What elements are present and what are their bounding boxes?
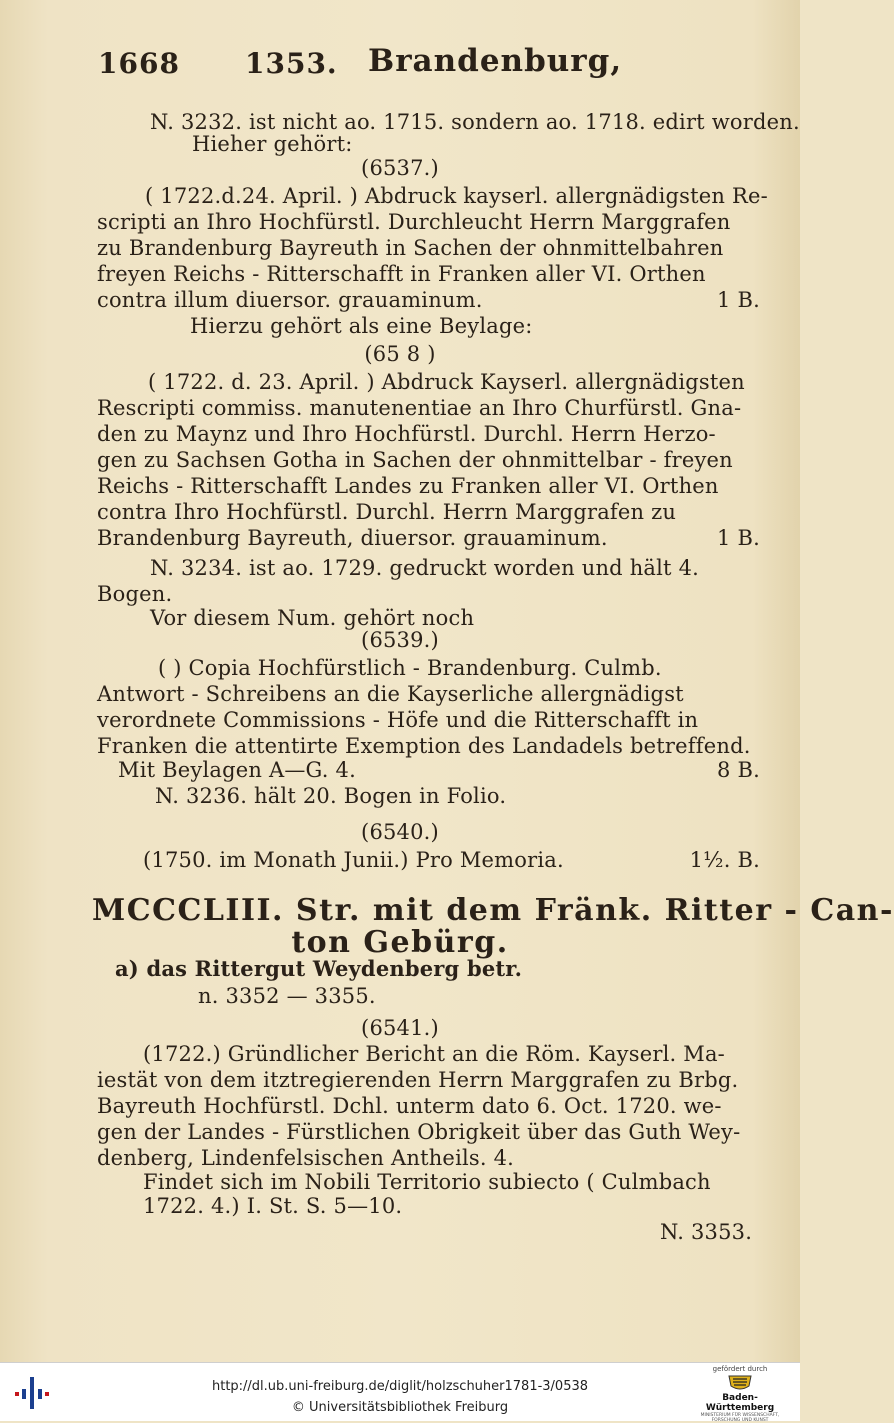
text-line: verordnete Commissions - Höfe und die Ritterschafft in <box>97 708 699 732</box>
sheet-count: 1 B. <box>717 526 760 550</box>
copyright-notice: © Universitätsbibliothek Freiburg <box>291 1400 509 1415</box>
sponsor-name: Baden-Württemberg <box>705 1393 775 1413</box>
text-line: (1750. im Monath Junii.) Pro Memoria. <box>143 848 564 872</box>
permalink-url[interactable]: http://dl.ub.uni-freiburg.de/diglit/holzschuher1781-3/0538 <box>211 1379 589 1394</box>
text-line: ( ) Copia Hochfürstlich - Brandenburg. Culmb. <box>158 656 662 680</box>
text-line: Bayreuth Hochfürstl. Dchl. unterm dato 6. Oct. 1720. we- <box>97 1094 722 1118</box>
text-line: Hieher gehört: <box>192 132 353 156</box>
section-heading: ton Gebürg. <box>291 925 509 960</box>
text-line: 1722. 4.) I. St. S. 5—10. <box>143 1194 403 1218</box>
text-line: Rescripti commiss. manutenentiae an Ihro Churfürstl. Gna- <box>97 396 742 420</box>
text-line: Reichs - Ritterschafft Landes zu Franken aller VI. Orthen <box>97 474 719 498</box>
text-line: Bogen. <box>97 582 173 606</box>
sponsor-label: gefördert durch <box>712 1365 768 1373</box>
text-line: N. 3232. ist nicht ao. 1715. sondern ao. 1718. edirt worden. <box>150 110 800 134</box>
text-line: n. 3352 — 3355. <box>198 984 376 1008</box>
section-number: 1353. <box>245 47 338 80</box>
sponsor-logo <box>690 1365 790 1423</box>
text-line: gen der Landes - Fürstlichen Obrigkeit über das Guth Wey- <box>97 1120 741 1144</box>
entry-number: (65 8 ) <box>364 342 436 366</box>
text-line: freyen Reichs - Ritterschafft in Franken aller VI. Orthen <box>97 262 706 286</box>
text-line: Mit Beylagen A—G. 4. <box>118 758 356 782</box>
catchword: N. 3353. <box>660 1220 753 1244</box>
text-line: scripti an Ihro Hochfürstl. Durchleucht Herrn Marggrafen <box>97 210 731 234</box>
text-line: contra Ihro Hochfürstl. Durchl. Herrn Marggrafen zu <box>97 500 677 524</box>
entry-number: (6541.) <box>361 1016 439 1040</box>
page-title: Brandenburg, <box>368 43 623 79</box>
text-line: Brandenburg Bayreuth, diuersor. grauaminum. <box>97 526 608 550</box>
entry-number: (6539.) <box>361 628 439 652</box>
text-line: zu Brandenburg Bayreuth in Sachen der ohnmittelbahren <box>97 236 724 260</box>
entry-number: (6537.) <box>361 156 439 180</box>
text-line: Findet sich im Nobili Territorio subiecto ( Culmbach <box>143 1170 711 1194</box>
text-line: Franken die attentirte Exemption des Landadels betreffend. <box>97 734 751 758</box>
text-line: gen zu Sachsen Gotha in Sachen der ohnmittelbar - freyen <box>97 448 733 472</box>
sheet-count: 8 B. <box>717 758 760 782</box>
text-line: (1722.) Gründlicher Bericht an die Röm. Kayserl. Ma- <box>143 1042 725 1066</box>
subsection-heading: a) das Rittergut Weydenberg betr. <box>115 956 523 981</box>
text-line: Antwort - Schreibens an die Kayserliche allergnädigst <box>97 682 684 706</box>
text-line: Vor diesem Num. gehört noch <box>150 606 475 630</box>
sponsor-subtitle: MINISTERIUM FÜR WISSENSCHAFT, FORSCHUNG UND KUNST <box>700 1413 780 1423</box>
text-line: ( 1722.d.24. April. ) Abdruck kayserl. allergnädigsten Re- <box>145 184 768 208</box>
section-heading: MCCCLIII. Str. mit dem Fränk. Ritter - Can- <box>92 893 894 928</box>
text-line: ( 1722. d. 23. April. ) Abdruck Kayserl. allergnädigsten <box>148 370 745 394</box>
entry-number: (6540.) <box>361 820 439 844</box>
coat-of-arms-icon <box>725 1374 755 1392</box>
sheet-count: 1 B. <box>717 288 760 312</box>
text-line: contra illum diuersor. grauaminum. <box>97 288 483 312</box>
page-number: 1668 <box>98 47 180 80</box>
text-line: iestät von dem itztregierenden Herrn Marggrafen zu Brbg. <box>97 1068 739 1092</box>
text-line: N. 3234. ist ao. 1729. gedruckt worden und hält 4. <box>150 556 700 580</box>
sheet-count: 1½. B. <box>689 848 760 872</box>
text-line: den zu Maynz und Ihro Hochfürstl. Durchl. Herrn Herzo- <box>97 422 716 446</box>
text-line: N. 3236. hält 20. Bogen in Folio. <box>155 784 507 808</box>
text-line: denberg, Lindenfelsischen Antheils. 4. <box>97 1146 515 1170</box>
text-line: Hierzu gehört als eine Beylage: <box>190 314 533 338</box>
viewer-footer <box>0 1362 800 1421</box>
